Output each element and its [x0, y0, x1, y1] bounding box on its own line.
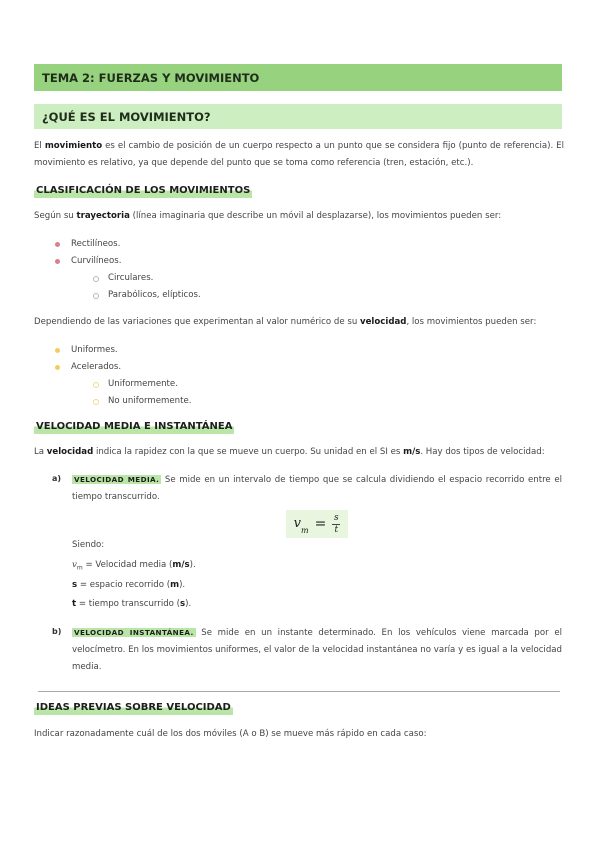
heading-ideas-previas: IDEAS PREVIAS SOBRE VELOCIDAD [36, 702, 231, 713]
bold-term: trayectoria [76, 211, 130, 221]
text: es el cambio de posición de un cuerpo respecto a un punto que se considera fijo (punto de referencia). El movimiento es relativo, ya que depende del punto que se toma como referencia (tren, estación, etc.). [34, 141, 564, 168]
list-item-text: Uniformemente. [108, 379, 178, 389]
bold-term: movimiento [44, 141, 103, 151]
trajectory-list [52, 236, 201, 304]
unit: m/s [172, 560, 190, 570]
heading-clasificacion: CLASIFICACIÓN DE LOS MOVIMIENTOS [36, 185, 251, 196]
heading-velocidad: VELOCIDAD MEDIA E INSTANTÁNEA [36, 421, 233, 432]
formula-symbol: v [293, 515, 302, 531]
list-item-text: Uniformes. [71, 345, 118, 355]
text: La [34, 447, 47, 457]
bullet-icon [55, 348, 60, 353]
formula-equals: = [314, 516, 327, 532]
definition-s [72, 577, 600, 594]
unit: s [180, 599, 186, 609]
text: ). [189, 560, 196, 570]
item-marker-a: a) [52, 474, 62, 483]
bold-term: m/s [403, 447, 421, 457]
list-item-text: No uniformemente. [108, 396, 192, 406]
divider [38, 691, 560, 692]
text: = tiempo transcurrido ( [76, 599, 180, 609]
list-item-text: Circulares. [108, 273, 154, 283]
list-item-text: Rectilíneos. [71, 239, 121, 249]
definition-vm [72, 557, 600, 577]
section-title [34, 104, 562, 129]
list-item-text: Curvilíneos. [71, 256, 122, 266]
velocity-paragraph [34, 444, 564, 461]
circle-bullet-icon [93, 276, 99, 282]
velocity-list [52, 342, 192, 410]
bullet-icon [55, 242, 60, 247]
trajectory-paragraph [34, 208, 564, 225]
text: = Velocidad media ( [82, 560, 173, 570]
formula-velocidad-media [286, 510, 348, 538]
circle-bullet-icon [93, 382, 99, 388]
text: (línea imaginaria que describe un móvil al desplazarse), los movimientos pueden ser: [129, 211, 502, 221]
velocity-classification-paragraph [34, 314, 564, 331]
text: ). [179, 580, 186, 590]
list-item-text: Acelerados. [71, 362, 122, 372]
symbol: t [72, 599, 77, 609]
text: . Hay dos tipos de velocidad: [420, 447, 545, 457]
formula-lhs [293, 515, 309, 536]
bold-term: velocidad [46, 447, 94, 457]
list-subitem [52, 270, 201, 287]
intro-paragraph [34, 138, 564, 172]
symbol: s [72, 580, 78, 590]
formula-fraction [332, 514, 340, 535]
velocidad-media-paragraph [72, 471, 562, 506]
text: , los movimientos pueden ser: [406, 317, 537, 327]
section-title-text: ¿QUÉ ES EL MOVIMIENTO? [42, 109, 211, 124]
formula-numerator: s [334, 512, 339, 523]
page-title [34, 64, 562, 91]
page-title-text: TEMA 2: FUERZAS Y MOVIMIENTO [42, 70, 260, 85]
label-velocidad-instantanea: VELOCIDAD INSTANTÁNEA. [74, 628, 194, 637]
formula-subscript: m [301, 526, 309, 536]
bold-term: velocidad [360, 317, 407, 327]
formula-denominator: t [334, 524, 339, 535]
circle-bullet-icon [93, 293, 99, 299]
velocidad-instantanea-paragraph [72, 624, 562, 676]
list-item [52, 253, 201, 270]
unit: m [170, 580, 180, 590]
list-subitem [52, 393, 192, 410]
ideas-paragraph: Indicar razonadamente cuál de los dos móviles (A o B) se mueve más rápido en cada caso: [34, 729, 427, 739]
text: Se mide en un intervalo de tiempo que se calcula dividiendo el espacio recorrido entre el tiempo transcurrido. [72, 475, 562, 502]
label-velocidad-media: VELOCIDAD MEDIA. [74, 475, 160, 484]
subscript: m [76, 564, 83, 572]
symbol: v [72, 560, 77, 570]
definition-t [72, 596, 600, 613]
list-item [52, 342, 192, 359]
item-marker-b: b) [52, 627, 62, 636]
circle-bullet-icon [93, 399, 99, 405]
text: Según su [34, 211, 77, 221]
list-item-text: Parabólicos, elípticos. [108, 290, 201, 300]
list-item [52, 359, 192, 376]
text: Dependiendo de las variaciones que experimentan al valor numérico de su [34, 317, 360, 327]
text: Se mide en un instante determinado. En los vehículos viene marcada por el velocímetro. En los movimientos uniformes, el valor de la velocidad instantánea no varía y es igual a la velocidad media. [72, 628, 562, 672]
text: El [34, 141, 45, 151]
list-subitem [52, 376, 192, 393]
list-item [52, 236, 201, 253]
text: indica la rapidez con la que se mueve un cuerpo. Su unidad en el SI es [93, 447, 404, 457]
bullet-icon [55, 365, 60, 370]
list-subitem [52, 287, 201, 304]
siendo-label: Siendo: [72, 540, 105, 550]
bullet-icon [55, 259, 60, 264]
text: ). [185, 599, 192, 609]
text: = espacio recorrido ( [77, 580, 171, 590]
